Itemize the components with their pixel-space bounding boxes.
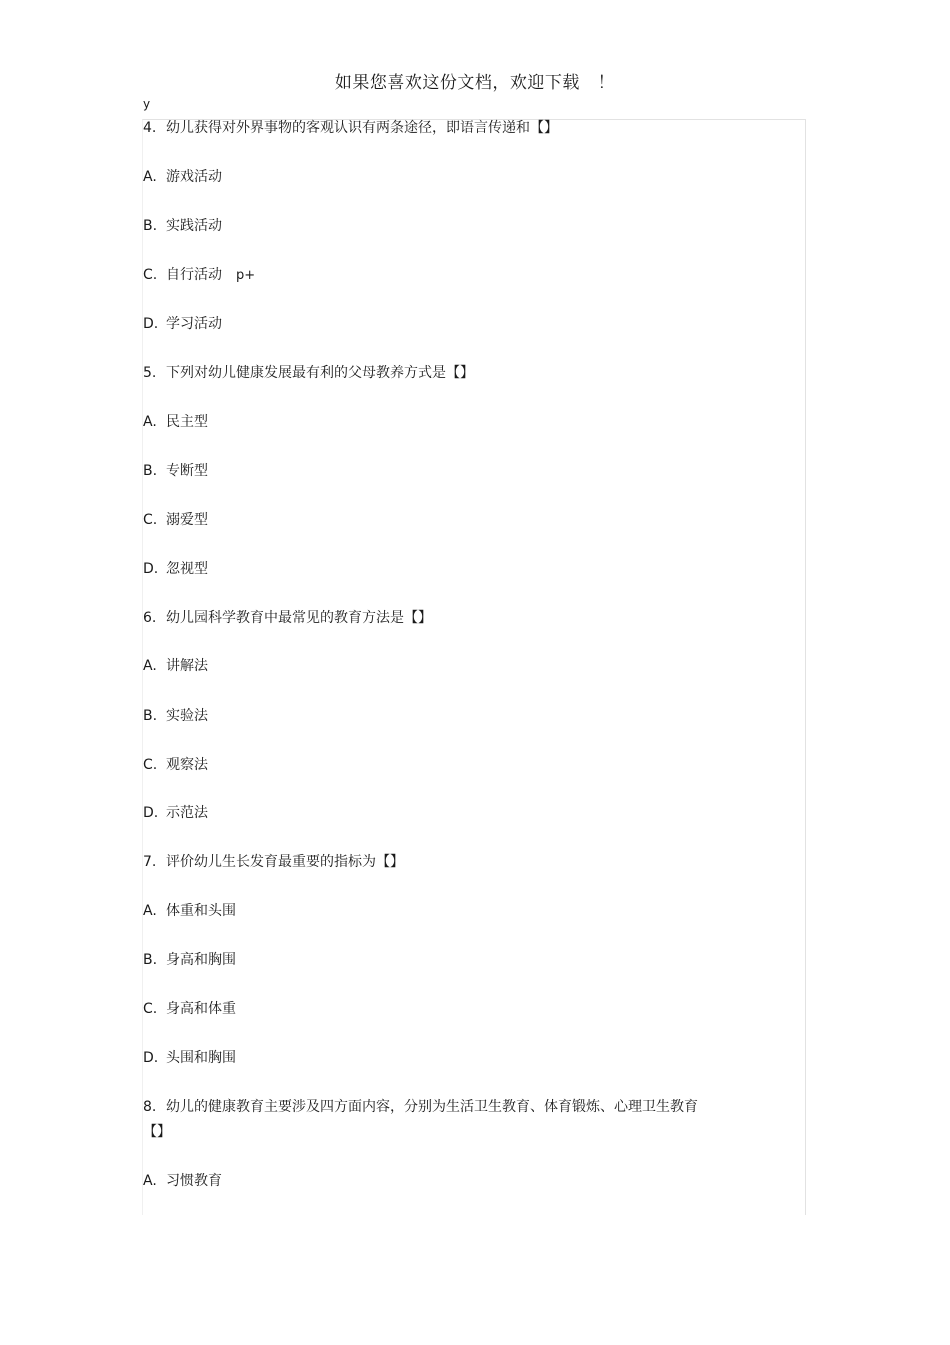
option-label: B.: [143, 952, 158, 968]
option-text: 学习活动: [166, 316, 222, 332]
option-label: A.: [143, 903, 157, 919]
question-text: [143, 852, 404, 872]
question-body: 幼儿获得对外界事物的客观认识有两条途径，即语言传递和【】: [166, 120, 558, 136]
option-item: [143, 1048, 236, 1068]
option-text: 专断型: [166, 463, 208, 479]
option-text: 身高和胸围: [166, 952, 236, 968]
option-text: 溺爱型: [166, 512, 208, 528]
question-text: [143, 608, 432, 628]
option-text: 身高和体重: [166, 1001, 236, 1017]
option-text: 忽视型: [166, 561, 208, 577]
option-label: C.: [143, 512, 158, 528]
question-number: 7.: [143, 854, 157, 870]
option-label: B.: [143, 463, 158, 479]
option-item: [143, 167, 222, 187]
question-body: 评价幼儿生长发育最重要的指标为【】: [166, 854, 404, 870]
question-number: 6.: [143, 610, 157, 626]
option-label: A.: [143, 414, 157, 430]
option-item: [143, 412, 208, 432]
option-text: 头围和胸围: [166, 1050, 236, 1066]
page-header: 如果您喜欢这份文档，欢迎下载 ！: [334, 73, 616, 93]
option-text: 习惯教育: [166, 1173, 222, 1189]
option-label: D.: [143, 561, 159, 577]
option-label: C.: [143, 757, 158, 773]
option-text: 游戏活动: [166, 169, 222, 185]
option-text: 实验法: [166, 708, 208, 724]
question-body: 下列对幼儿健康发展最有利的父母教养方式是【】: [166, 365, 474, 381]
option-item: [143, 461, 208, 481]
option-text: 实践活动: [166, 218, 222, 234]
option-item: [143, 559, 208, 579]
option-text: 示范法: [166, 805, 208, 821]
option-text: 讲解法: [166, 658, 208, 674]
option-item: [143, 656, 208, 676]
question-continuation: [143, 1122, 171, 1142]
option-item: [143, 1171, 222, 1191]
question-text: [143, 363, 474, 383]
question-body: 幼儿的健康教育主要涉及四方面内容，分别为生活卫生教育、体育锻炼、心理卫生教育: [166, 1099, 698, 1115]
question-body: 幼儿园科学教育中最常见的教育方法是【】: [166, 610, 432, 626]
option-text: 【】: [143, 1124, 171, 1140]
option-label: D.: [143, 805, 159, 821]
option-item: [143, 265, 255, 286]
option-item: [143, 999, 236, 1019]
stray-marker: y: [143, 97, 151, 111]
option-item: [143, 755, 208, 775]
option-label: A.: [143, 658, 157, 674]
option-text: 自行活动: [166, 267, 222, 283]
option-text: 体重和头围: [166, 903, 236, 919]
question-number: 4.: [143, 120, 157, 136]
option-item: [143, 950, 236, 970]
option-text: 民主型: [166, 414, 208, 430]
option-item: [143, 314, 222, 334]
option-item: [143, 706, 208, 726]
option-label: C.: [143, 267, 158, 283]
option-label: C.: [143, 1001, 158, 1017]
option-label: B.: [143, 218, 158, 234]
option-item: [143, 216, 222, 236]
option-item: [143, 803, 208, 823]
option-label: A.: [143, 1173, 157, 1189]
option-text: 观察法: [166, 757, 208, 773]
option-label: A.: [143, 169, 157, 185]
stray-annotation: p+: [236, 268, 256, 283]
option-label: D.: [143, 316, 159, 332]
option-label: D.: [143, 1050, 159, 1066]
question-text: [143, 118, 558, 138]
option-item: [143, 510, 208, 530]
option-item: [143, 901, 236, 921]
option-label: B.: [143, 708, 158, 724]
question-number: 5.: [143, 365, 157, 381]
question-text: [143, 1097, 698, 1117]
question-number: 8.: [143, 1099, 157, 1115]
